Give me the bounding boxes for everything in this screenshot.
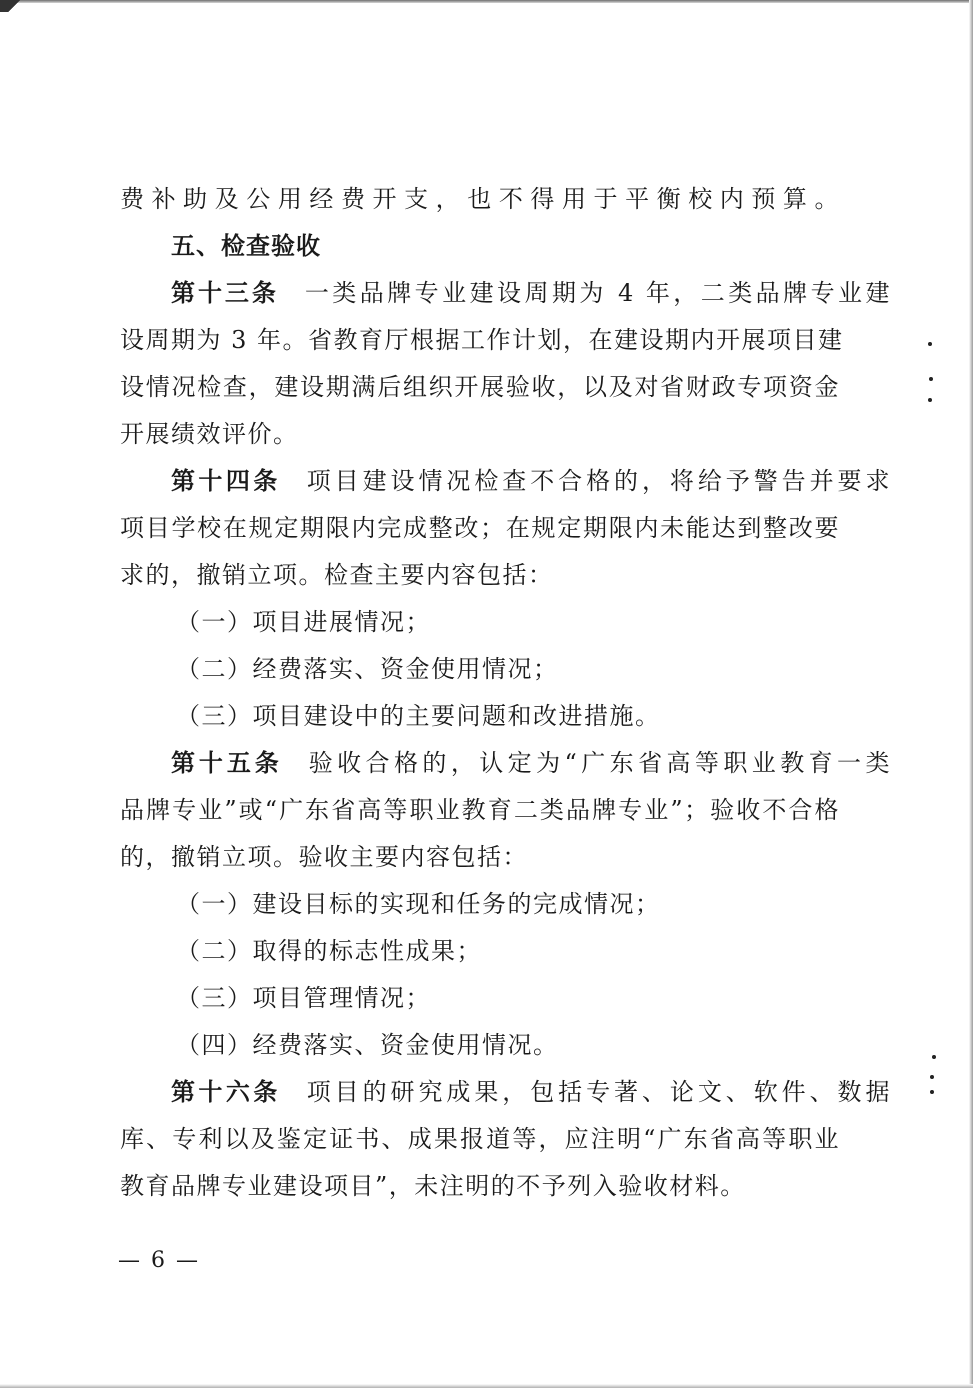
binding-hole-mark: [928, 342, 932, 346]
article-13-label: 第十三条: [171, 279, 279, 307]
article-15-line: 品牌专业”或“广东省高等职业教育二类品牌专业”；验收不合格: [120, 796, 840, 824]
article-14-line: 项目学校在规定期限内完成整改；在规定期限内未能达到整改要: [120, 514, 840, 542]
list-item: （四）经费落实、资金使用情况。: [176, 1031, 559, 1059]
article-16-line: 库、专利以及鉴定证书、成果报道等，应注明“广东省高等职业: [120, 1125, 840, 1153]
list-item: （三）项目建设中的主要问题和改进措施。: [176, 702, 661, 730]
binding-hole-mark: [930, 1075, 934, 1079]
binding-hole-mark: [930, 1090, 934, 1094]
article-15-line: [120, 740, 891, 787]
list-item: （一）建设目标的实现和任务的完成情况；: [176, 890, 661, 918]
article-15-line: 的，撤销立项。验收主要内容包括：: [120, 843, 528, 871]
scan-edge-right: [969, 0, 973, 1388]
paragraph-line: 费补助及公用经费开支，也不得用于平衡校内预算。: [120, 185, 840, 213]
article-13-line: 开展绩效评价。: [120, 420, 299, 448]
article-15-label: 第十五条: [171, 749, 283, 777]
article-14-line: 求的，撤销立项。检查主要内容包括：: [120, 561, 554, 589]
article-14-text: 项目建设情况检查不合格的，将给予警告并要求: [306, 467, 891, 495]
article-14-label: 第十四条: [171, 467, 281, 495]
list-item: （二）取得的标志性成果；: [176, 937, 482, 965]
binding-hole-mark: [929, 377, 933, 381]
article-14-line: [120, 458, 891, 505]
article-13-line: 设情况检查，建设期满后组织开展验收，以及对省财政专项资金: [120, 373, 840, 401]
list-item: （三）项目管理情况；: [176, 984, 431, 1012]
article-16-text: 项目的研究成果，包括专著、论文、软件、数据: [306, 1078, 891, 1106]
article-13-line: [120, 270, 891, 317]
binding-hole-mark: [932, 1055, 936, 1059]
article-13-line: 设周期为 3 年。省教育厅根据工作计划，在建设期内开展项目建: [120, 326, 844, 354]
article-15-text: 验收合格的，认定为“广东省高等职业教育一类: [308, 749, 891, 777]
article-16-line: [120, 1069, 891, 1116]
list-item: （一）项目进展情况；: [176, 608, 431, 636]
list-item: （二）经费落实、资金使用情况；: [176, 655, 559, 683]
binding-hole-mark: [928, 398, 932, 402]
article-13-text: 一类品牌专业建设周期为 4 年，二类品牌专业建: [304, 279, 892, 307]
scan-corner-mark: [0, 0, 38, 12]
article-16-line: 教育品牌专业建设项目”，未注明的不予列入验收材料。: [120, 1172, 746, 1200]
article-16-label: 第十六条: [171, 1078, 281, 1106]
scan-edge-bottom: [0, 1384, 973, 1388]
scan-edge-top: [0, 0, 973, 3]
page-number: — 6 —: [118, 1248, 200, 1273]
section-heading: 五、检查验收: [171, 232, 321, 260]
